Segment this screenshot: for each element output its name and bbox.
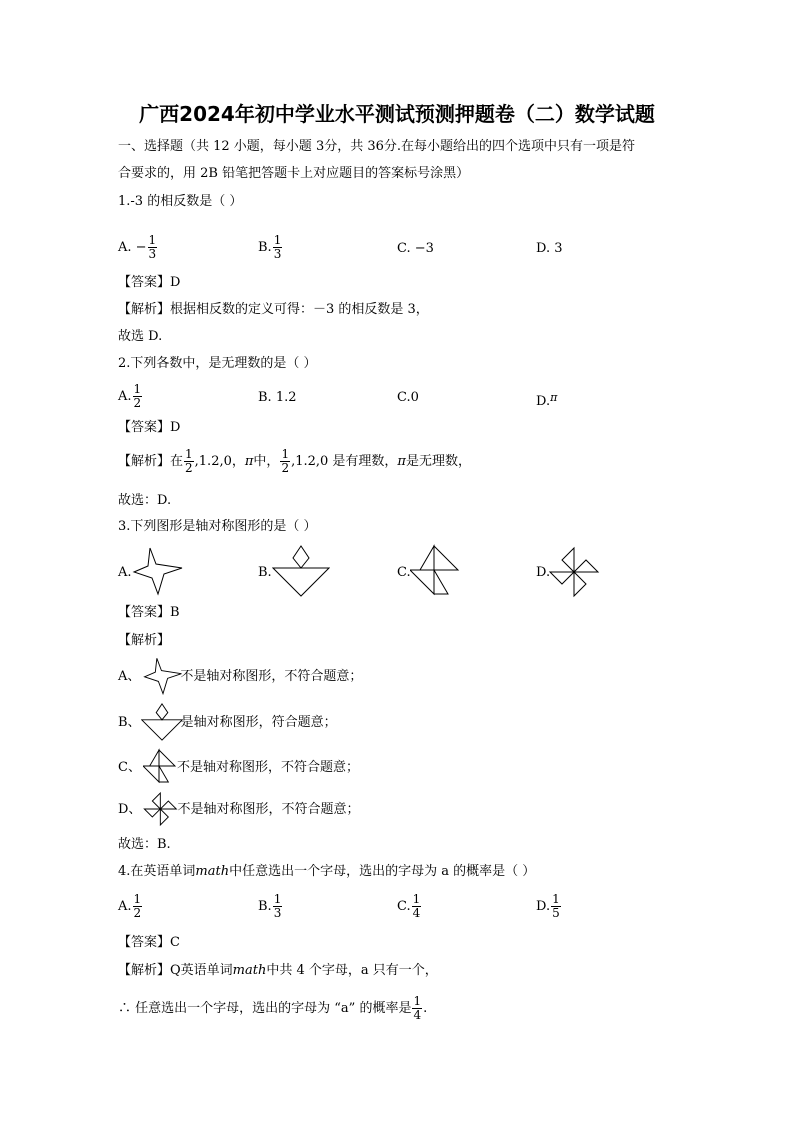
- q4-analysis-word: math: [232, 963, 267, 978]
- pinwheel-star-small-a: [143, 656, 183, 696]
- q1-option-d: D. 3: [536, 241, 563, 256]
- q1-conclusion: 故选 D.: [118, 329, 163, 344]
- q4-stem-post: 中任意选出一个字母，选出的字母为 a 的概率是（ ）: [229, 864, 536, 879]
- q2-option-a-fraction: [133, 383, 143, 410]
- q4-answer: 【答案】C: [118, 935, 180, 950]
- q4-option-a-den: 2: [133, 906, 142, 920]
- q4-analysis-pre: 【解析】Q英语单词: [118, 963, 233, 978]
- q1-option-b-den: 3: [273, 247, 282, 261]
- q1-option-b-num: 1: [273, 233, 282, 247]
- q4-option-d-den: 5: [552, 906, 560, 920]
- q4-option-b-num: 1: [273, 892, 282, 906]
- q1-option-a-prefix: A. −: [118, 240, 147, 255]
- q2-analysis: [118, 448, 471, 475]
- q1-answer: 【答案】D: [118, 275, 181, 290]
- q4-stem: [118, 863, 535, 881]
- q1-option-a-den: 3: [148, 247, 157, 261]
- q4-option-c-den: 4: [412, 906, 421, 920]
- q4-option-c-prefix: C.: [397, 899, 411, 914]
- q2-stem: 2.下列各数中，是无理数的是（ ）: [118, 356, 317, 371]
- q4-conclusion-pre: ∴ 任意选出一个字母，选出的字母为 “a” 的概率是: [118, 1001, 412, 1016]
- q2-option-a-num: 1: [133, 382, 142, 396]
- q3-conclusion: 故选：B.: [118, 837, 171, 852]
- q4-option-d-prefix: D.: [536, 899, 551, 914]
- q4-option-a-prefix: A.: [118, 899, 132, 914]
- q4-stem-pre: 4.在英语单词: [118, 864, 196, 879]
- q3-option-a-label: A.: [118, 565, 132, 580]
- q3-reason-d-figure: [143, 791, 179, 827]
- q2-analysis-mid2: 中，: [253, 454, 280, 469]
- q2-analysis-fraction-1: [184, 448, 194, 475]
- q2-option-a-prefix: A.: [118, 389, 132, 404]
- q2-analysis-end: 是无理数，: [405, 454, 471, 469]
- q1-option-c: C. −3: [397, 241, 434, 256]
- q3-reason-d-prefix: D、: [118, 802, 142, 817]
- q2-option-d: [536, 389, 557, 411]
- section-instructions-line2: 合要求的，用 2B 铅笔把答题卡上对应题目的答案标号涂黑）: [118, 166, 470, 181]
- q3-reason-c-text: 不是轴对称图形，不符合题意；: [176, 760, 359, 775]
- q1-option-a-num: 1: [148, 233, 157, 247]
- pinwheel-figure-d: [548, 546, 602, 598]
- q4-option-a-num: 1: [133, 892, 142, 906]
- q3-answer: 【答案】B: [118, 605, 180, 620]
- rotated-triangles-figure-c: [410, 544, 464, 596]
- q2-option-b: B. 1.2: [258, 390, 297, 405]
- q2-option-a: [118, 383, 143, 410]
- page-title: 广西2024年初中学业水平测试预测押题卷（二）数学试题: [139, 102, 655, 126]
- q1-analysis: 【解析】根据相反数的定义可得：－3 的相反数是 3，: [118, 302, 429, 317]
- q4-option-a: [118, 893, 143, 920]
- q4-option-b-fraction: [273, 893, 283, 920]
- q3-reason-a-figure: [143, 656, 183, 696]
- q3-reason-d-text: 不是轴对称图形，不符合题意；: [177, 802, 360, 817]
- q2-answer: 【答案】D: [118, 420, 181, 435]
- q1-stem: 1.-3 的相反数是（ ）: [118, 194, 243, 209]
- pinwheel-star-figure-a: [132, 546, 184, 596]
- q3-option-d-label: D.: [536, 565, 551, 580]
- q2-option-d-pi: π: [550, 391, 558, 404]
- q2-option-a-den: 2: [133, 396, 142, 410]
- q1-option-b-fraction: [273, 234, 283, 261]
- q4-analysis: [118, 962, 438, 980]
- q4-conclusion: [118, 995, 427, 1022]
- q3-reason-b-prefix: B、: [118, 715, 141, 730]
- q4-stem-word: math: [195, 864, 230, 879]
- q3-reason-a-prefix: A、: [118, 669, 141, 684]
- q4-option-c-num: 1: [412, 892, 421, 906]
- q2-analysis-mid3: ,1.2,0 是有理数，: [291, 454, 398, 469]
- q2-analysis-frac2-num: 1: [281, 447, 290, 461]
- q3-figure-c: [410, 544, 464, 596]
- q3-figure-a: [132, 546, 184, 596]
- q4-option-b-den: 3: [273, 906, 282, 920]
- q4-conclusion-fraction: [412, 995, 422, 1022]
- q2-analysis-mid1: ,1.2,0，: [194, 454, 245, 469]
- q4-option-c-fraction: [412, 893, 422, 920]
- q2-analysis-fraction-2: [280, 448, 290, 475]
- rotated-triangles-small-c: [143, 748, 179, 784]
- q2-conclusion: 故选：D.: [118, 493, 172, 508]
- q2-option-c: C.0: [397, 390, 419, 405]
- q3-figure-d: [548, 546, 602, 598]
- q4-conclusion-den: 4: [413, 1008, 422, 1022]
- q3-reason-b-figure: [141, 702, 183, 742]
- q2-option-d-prefix: D.: [536, 394, 551, 409]
- q4-conclusion-num: 1: [413, 994, 422, 1008]
- q3-analysis-label: 【解析】: [118, 633, 171, 648]
- q4-option-d-fraction: [551, 893, 561, 920]
- q2-analysis-pi1: π: [244, 454, 254, 469]
- q3-reason-a-text: 不是轴对称图形，不符合题意；: [180, 669, 363, 684]
- q4-option-b: [258, 893, 283, 920]
- q2-analysis-pi2: π: [397, 454, 406, 469]
- symmetric-kite-triangle-figure-b: [272, 544, 330, 598]
- symmetric-kite-triangle-small-b: [141, 702, 183, 742]
- q2-analysis-frac2-den: 2: [281, 461, 290, 475]
- q1-option-a: [118, 234, 158, 261]
- q3-reason-b-text: 是轴对称图形，符合题意；: [180, 715, 337, 730]
- q4-option-a-fraction: [133, 893, 143, 920]
- q4-option-c: [397, 893, 422, 920]
- q2-analysis-frac1-num: 1: [185, 447, 193, 461]
- q4-conclusion-post: .: [423, 1001, 428, 1016]
- q3-reason-c-prefix: C、: [118, 760, 141, 775]
- q4-option-d: [536, 893, 562, 920]
- q3-reason-c-figure: [143, 748, 179, 784]
- q1-option-b: [258, 234, 283, 261]
- q2-analysis-prefix: 【解析】在: [118, 454, 184, 469]
- q1-option-a-fraction: [148, 234, 158, 261]
- q1-option-b-prefix: B.: [258, 240, 272, 255]
- q4-option-d-num: 1: [552, 892, 560, 906]
- q4-analysis-post: 中共 4 个字母，a 只有一个，: [266, 963, 438, 978]
- q2-analysis-frac1-den: 2: [185, 461, 193, 475]
- q3-option-b-label: B.: [258, 565, 272, 580]
- pinwheel-small-d: [143, 791, 179, 827]
- q3-option-c-label: C.: [397, 565, 411, 580]
- q4-option-b-prefix: B.: [258, 899, 272, 914]
- q3-figure-b: [272, 544, 330, 598]
- q3-stem: 3.下列图形是轴对称图形的是（ ）: [118, 519, 317, 534]
- section-instructions-line1: 一、选择题（共 12 小题，每小题 3分，共 36分.在每小题给出的四个选项中只有一项是符: [118, 139, 636, 154]
